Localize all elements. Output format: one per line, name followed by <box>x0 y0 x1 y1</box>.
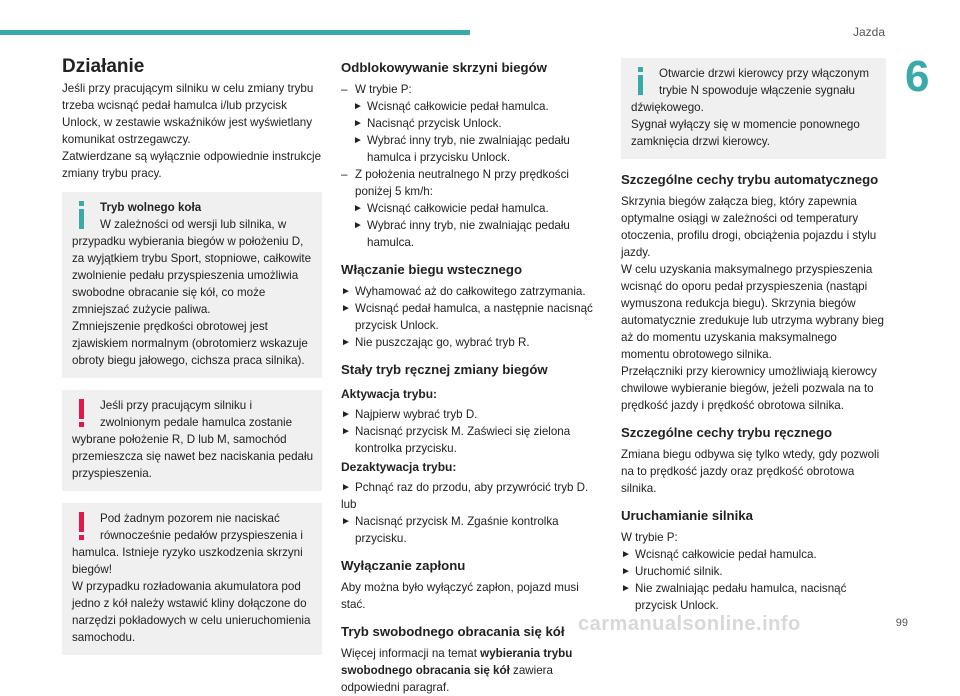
info-box-door <box>621 58 886 159</box>
reverse-step-2: ► Wcisnąć pedał hamulca, a następnie nacisnąć przycisk Unlock. <box>341 300 603 334</box>
activation-step-2: ► Nacisnąć przycisk M. Zaświeci się zielona kontrolka przycisku. <box>341 423 603 457</box>
heading-unlock: Odblokowywanie skrzyni biegów <box>341 60 547 75</box>
chapter-number: 6 <box>905 52 930 101</box>
info-box-title: Tryb wolnego koła <box>100 201 202 214</box>
freewheel-text-post: zawiera odpowiedni paragraf. <box>341 664 553 694</box>
manual-paragraph: Zmiana biegu odbywa się tylko wtedy, gdy pozwoli na to prędkość jazdy oraz prędkość obrotowa silnika. <box>621 448 880 495</box>
deactivation-step-1: ► Pchnąć raz do przodu, aby przywrócić tryb D. <box>341 479 603 496</box>
warning-icon <box>72 397 94 431</box>
warning-box-2-text-2: W przypadku rozładowania akumulatora pod jedno z kół należy wstawić kliny dołączone do narzędzi pokładowych w celu unieruchomienia samochodu. <box>72 580 311 644</box>
freewheel-paragraph <box>341 645 603 696</box>
section-name: Jazda <box>852 25 885 39</box>
warning-box-1 <box>62 390 322 491</box>
warning-box-2 <box>62 503 322 655</box>
info-box-freewheel <box>62 192 322 378</box>
unlock-n-step-2: ► Wybrać inny tryb, nie zwalniając pedału hamulca. <box>341 217 603 251</box>
warning-box-2-text-1: Pod żadnym pozorem nie naciskać równocześnie pedałów przyspieszenia i hamulca. Istnieje ryzyko uszkodzenia skrzyni biegów! <box>72 512 303 576</box>
auto-paragraph-3: Przełączniki przy kierownicy umożliwiają kierowcy chwilowe wybieranie biegów, jeżeli pozwala na to prędkość jazdy i prędkość obrotowa silnika. <box>621 365 877 412</box>
column-2 <box>341 56 603 696</box>
reverse-step-3: ► Nie puszczając go, wybrać tryb R. <box>341 334 603 351</box>
unlock-p-line: – W trybie P: <box>341 81 603 98</box>
heading-engine-start: Uruchamianie silnika <box>621 508 753 523</box>
heading-dzialanie: Działanie <box>62 56 145 77</box>
info-icon <box>631 65 653 99</box>
intro-paragraph-2: Zatwierdzane są wyłącznie odpowiednie instrukcje zmiany trybu pracy. <box>62 150 322 180</box>
freewheel-link-text: wybierania trybu swobodnego obracania się kół <box>341 647 573 677</box>
activation-step-1: ► Najpierw wybrać tryb D. <box>341 406 603 423</box>
page-number: 99 <box>895 617 908 629</box>
start-step-3: ► Nie zwalniając pedału hamulca, nacisnąć przycisk Unlock. <box>621 580 886 614</box>
start-line: W trybie P: <box>621 531 678 544</box>
warning-box-1-text: Jeśli przy pracującym silniku i zwolnionym pedale hamulca zostanie wybrane położenie R, D lub M, samochód przemieszcza się nawet bez naciskania pedału przyspieszenia. <box>72 399 314 480</box>
heading-activation: Aktywacja trybu: <box>341 387 438 401</box>
unlock-p-step-3: ► Wybrać inny tryb, nie zwalniając pedału hamulca i przycisku Unlock. <box>341 132 603 166</box>
heading-manual-features: Szczególne cechy trybu ręcznego <box>621 425 833 440</box>
freewheel-text-pre: Więcej informacji na temat <box>341 647 481 660</box>
reverse-step-1: ► Wyhamować aż do całkowitego zatrzymania. <box>341 283 603 300</box>
watermark: carmanualsonline.info <box>578 613 801 635</box>
auto-paragraph-1: Skrzynia biegów załącza bieg, który zapewnia optymalne osiągi w zależności od temperatury otoczenia, profilu drogi, obciążenia pojazdu i stylu jazdy. <box>621 195 877 259</box>
intro-paragraph-1: Jeśli przy pracującym silniku w celu zmiany trybu trzeba wcisnąć pedał hamulca i/lub przycisk Unlock, w zestawie wskaźników jest wyświetlany komunikat ostrzegawczy. <box>62 82 314 146</box>
auto-paragraph-2: W celu uzyskania maksymalnego przyspieszenia wcisnąć do oporu pedał przyspieszenia (nastąpi wymuszona redukcja biegu). Skrzynia biegów automatycznie zredukuje lub utrzyma wybrany bieg aż do momentu uzyskania maksymalnego momentu obrotowego silnika. <box>621 263 884 361</box>
info-box-text-1: W zależności od wersji lub silnika, w przypadku wybierania biegów w położeniu D, za wyjątkiem trybu Sport, stopniowe, całkowite zwolnienie pedału przyspieszenia umożliwia swobodne obracanie się kół, co może zmniejszać zużycie paliwa. <box>72 218 312 316</box>
heading-reverse: Włączanie biegu wstecznego <box>341 262 522 277</box>
ignition-text: Aby można było wyłączyć zapłon, pojazd musi stać. <box>341 581 579 611</box>
column-1 <box>62 56 322 667</box>
header-accent-bar <box>0 30 470 35</box>
unlock-n-line: – Z położenia neutralnego N przy prędkości poniżej 5 km/h: <box>341 166 603 200</box>
unlock-p-step-2: ► Nacisnąć przycisk Unlock. <box>341 115 603 132</box>
column-3 <box>621 56 886 614</box>
unlock-p-step-1: ► Wcisnąć całkowicie pedał hamulca. <box>341 98 603 115</box>
info-box-text-2: Zmniejszenie prędkości obrotowej jest zjawiskiem normalnym (obrotomierz wskazuje obroty biegu jałowego, cichsza praca silnika). <box>72 320 308 367</box>
heading-auto-mode: Szczególne cechy trybu automatycznego <box>621 172 879 187</box>
info-icon <box>72 199 94 233</box>
heading-freewheel: Tryb swobodnego obracania się kół <box>341 624 565 639</box>
warning-icon <box>72 510 94 544</box>
heading-manual-mode: Stały tryb ręcznej zmiany biegów <box>341 362 548 377</box>
start-step-2: ► Uruchomić silnik. <box>621 563 886 580</box>
start-step-1: ► Wcisnąć całkowicie pedał hamulca. <box>621 546 886 563</box>
unlock-n-step-1: ► Wcisnąć całkowicie pedał hamulca. <box>341 200 603 217</box>
deactivation-step-2: ► Nacisnąć przycisk M. Zgaśnie kontrolka przycisku. <box>341 513 603 547</box>
heading-deactivation: Dezaktywacja trybu: <box>341 460 457 474</box>
info-box-door-text-1: Otwarcie drzwi kierowcy przy włączonym trybie N spowoduje włączenie sygnału dźwiękowego. <box>631 67 870 114</box>
or-text: lub <box>341 498 357 511</box>
info-box-door-text-2: Sygnał wyłączy się w momencie ponownego zamknięcia drzwi kierowcy. <box>631 118 860 148</box>
heading-ignition: Wyłączanie zapłonu <box>341 558 466 573</box>
